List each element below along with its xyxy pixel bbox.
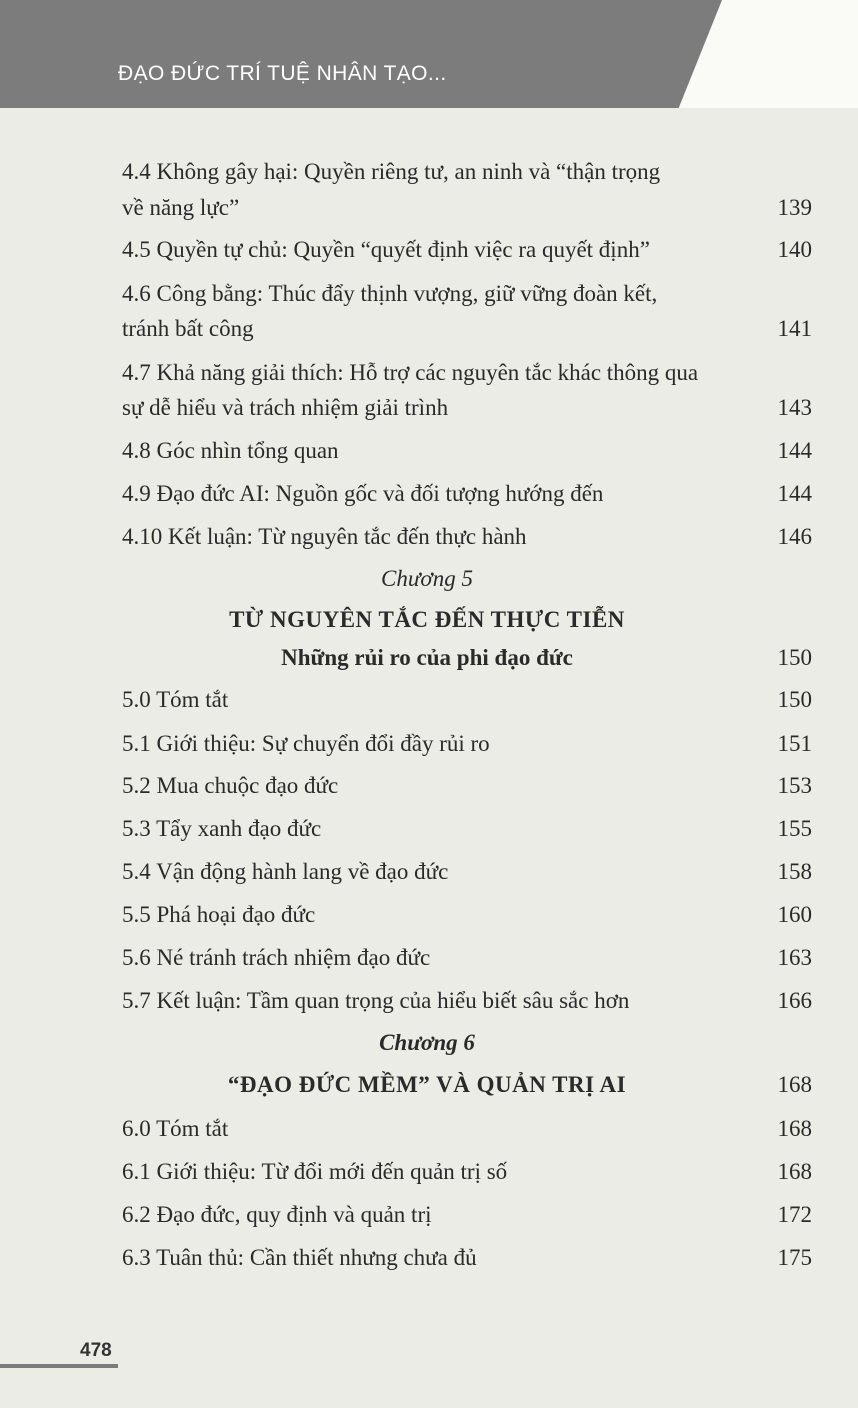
toc-page-number: 139 (777, 195, 812, 220)
toc-page-number: 141 (777, 316, 812, 341)
running-header-bar (0, 0, 722, 108)
toc-page-number: 166 (777, 988, 812, 1013)
toc-page-number: 150 (777, 687, 812, 712)
chapter-6-label: Chương 6 (379, 1030, 475, 1055)
toc-page-number: 168 (777, 1072, 812, 1097)
toc-page-number: 150 (777, 645, 812, 670)
toc-page-number: 146 (777, 524, 812, 549)
toc-page-number: 168 (777, 1159, 812, 1184)
toc-page-number: 151 (777, 731, 812, 756)
footer-rule (0, 1364, 118, 1368)
toc-page-number: 155 (777, 816, 812, 841)
toc-page-number: 153 (777, 773, 812, 798)
page-number: 478 (80, 1340, 112, 1361)
chapter-6-title: “ĐẠO ĐỨC MỀM” VÀ QUẢN TRỊ AI (227, 1072, 627, 1097)
running-header-title: ĐẠO ĐỨC TRÍ TUỆ NHÂN TẠO... (118, 62, 447, 85)
toc-page-number: 140 (777, 237, 812, 262)
toc-page-number: 144 (777, 481, 812, 506)
toc-page-number: 160 (777, 902, 812, 927)
chapter-5-title: TỪ NGUYÊN TẮC ĐẾN THỰC TIỄN (229, 607, 625, 632)
toc-page-number: 144 (777, 438, 812, 463)
toc-page-number: 172 (777, 1202, 812, 1227)
toc-page-number: 143 (777, 395, 812, 420)
chapter-5-label: Chương 5 (381, 566, 473, 591)
toc-page-number: 168 (777, 1116, 812, 1141)
toc-page-number: 175 (777, 1245, 812, 1270)
toc-page-number: 158 (777, 859, 812, 884)
toc-page-number: 163 (777, 945, 812, 970)
